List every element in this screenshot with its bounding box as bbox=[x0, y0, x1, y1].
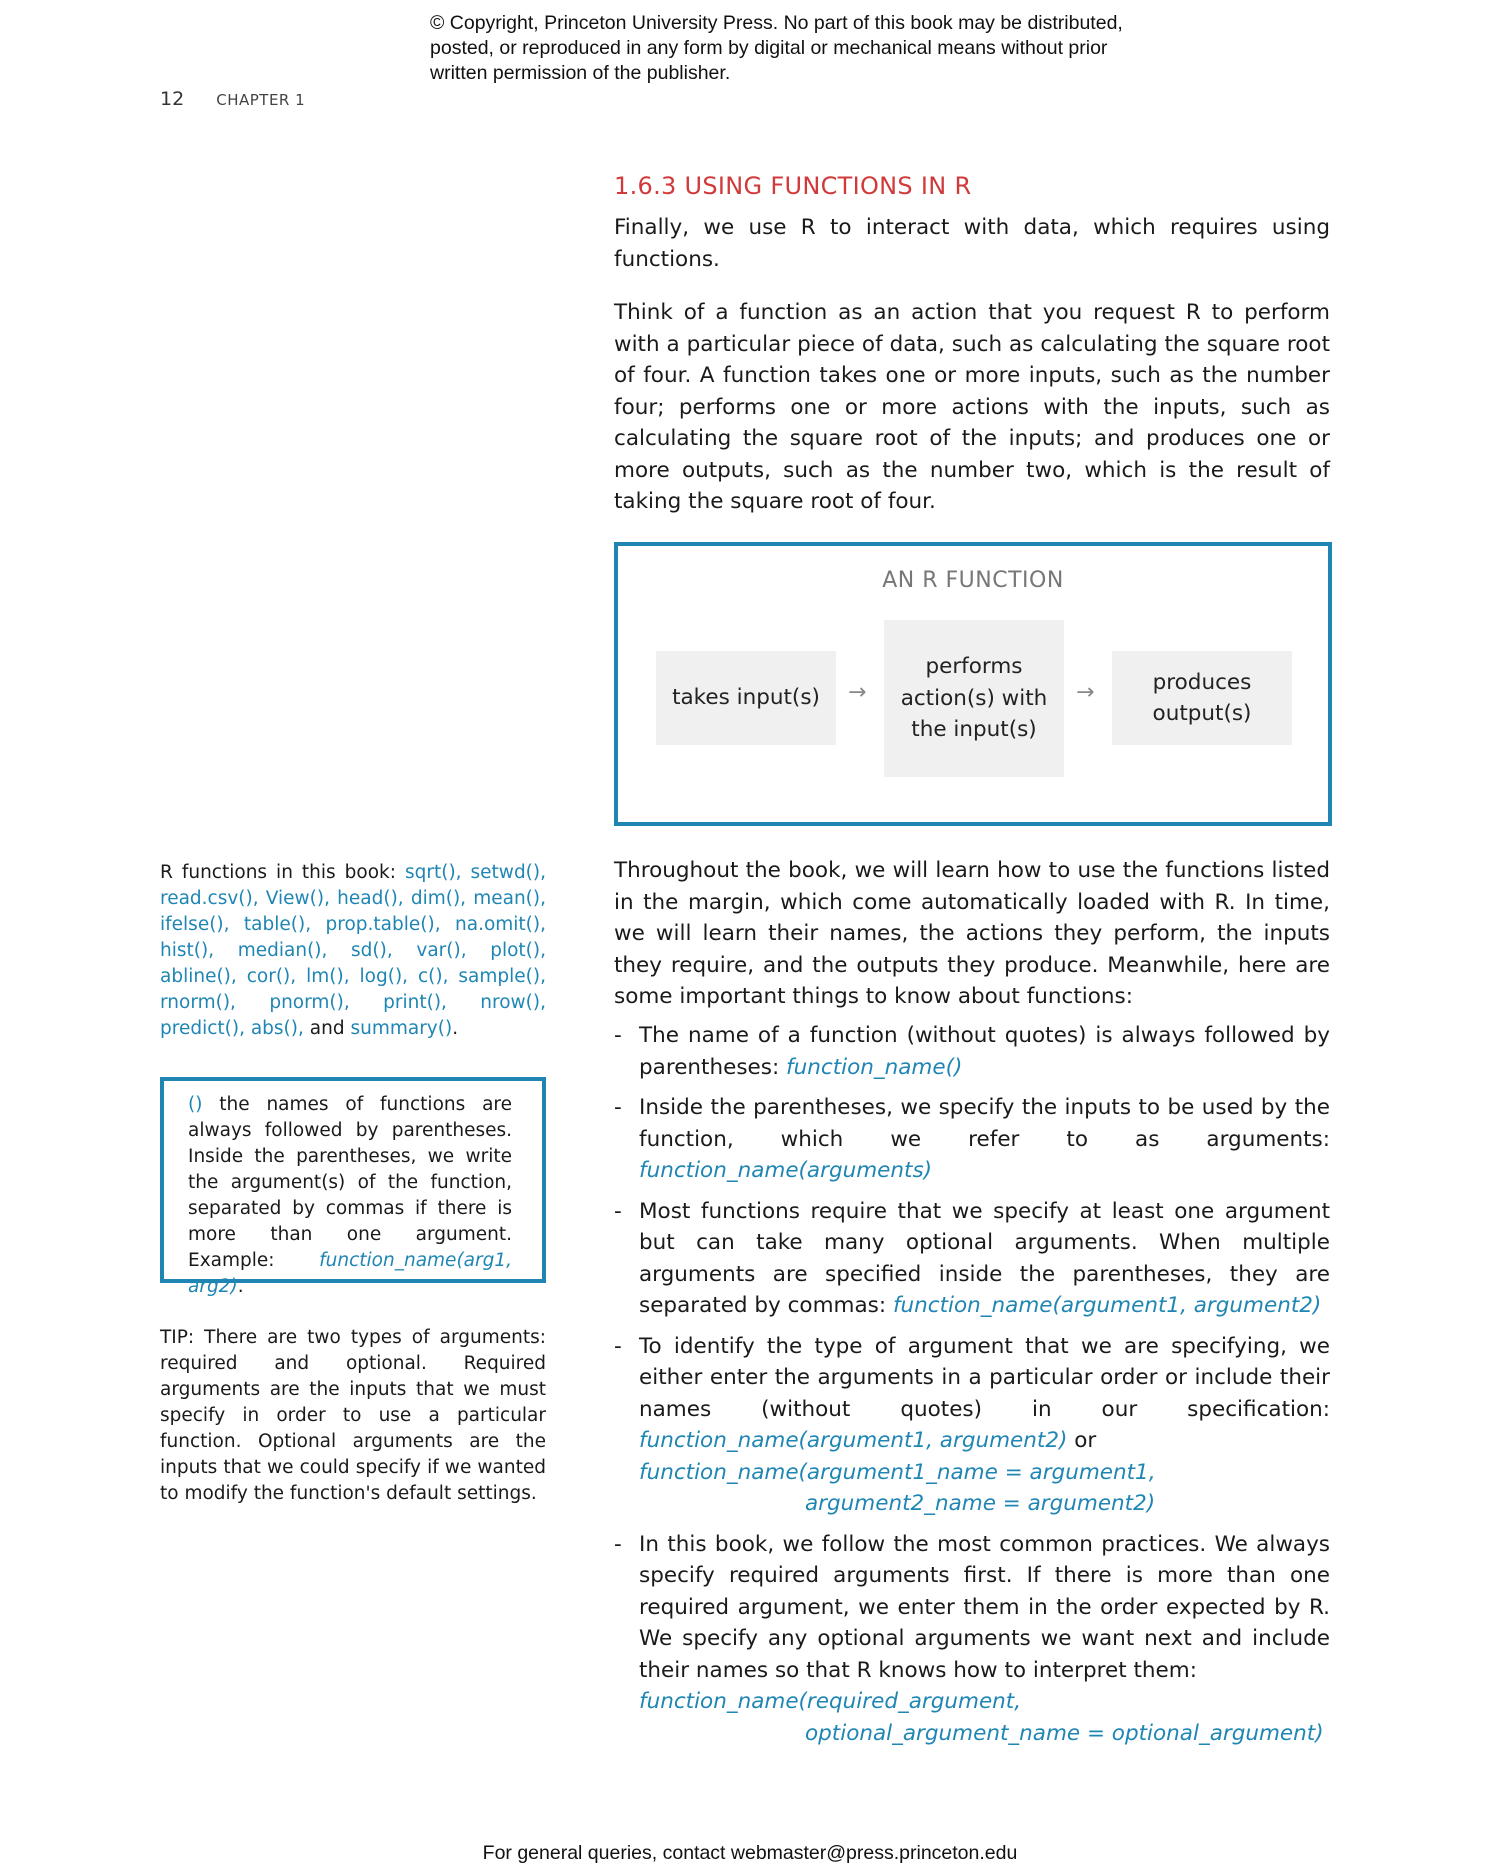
bullet-dash: - bbox=[614, 1095, 622, 1120]
definition-body: the names of functions are always followed by parentheses. Inside the parentheses, we write the argument(s) of the function, separated by commas if there is more than one argument. Example: bbox=[188, 1094, 512, 1271]
bullet-text: Inside the parentheses, we specify the inputs to be used by the function, which we refer to as arguments: bbox=[639, 1095, 1330, 1152]
function-rules-list bbox=[614, 1020, 1330, 1758]
function-definition-paragraph: Think of a function as an action that you request R to perform with a particular piece of data, such as calculating the square root of four. A function takes one or more inputs, such as the number four; performs one or more actions with the inputs, such as calculating the square root of the inputs; and produces one or more outputs, such as the number two, which is the result of taking the square root of four. bbox=[614, 300, 1330, 514]
copyright-notice: © Copyright, Princeton University Press. No part of this book may be distributed, posted, or reproduced in any form by digital or mechanical means without prior written permission of the publisher. bbox=[430, 12, 1123, 84]
list-item bbox=[614, 1092, 1330, 1187]
bullet-dash: - bbox=[614, 1198, 622, 1224]
figure-box-action: performs action(s) with the input(s) bbox=[884, 620, 1064, 777]
list-item bbox=[614, 1196, 1330, 1322]
throughout-paragraph: Throughout the book, we will learn how to use the functions listed in the margin, which come automatically loaded with R. In time, we will learn their names, the actions they perform, the inputs they require, and the outputs they produce. Meanwhile, here are some important things to know about functions: bbox=[614, 858, 1330, 1009]
code-example-named-line1: function_name(argument1_name = argument1, bbox=[639, 1459, 1156, 1485]
parentheses-symbol: () bbox=[188, 1094, 203, 1115]
definition-example: function_name(arg1, arg2) bbox=[188, 1250, 512, 1297]
section-title: 1.6.3 USING FUNCTIONS IN R bbox=[614, 172, 972, 200]
bullet-text: The name of a function (without quotes) is always followed by parentheses: bbox=[639, 1023, 1330, 1080]
functions-last: summary() bbox=[350, 1018, 453, 1039]
list-item bbox=[614, 1529, 1330, 1750]
r-function-figure bbox=[614, 542, 1332, 826]
margin-tip: TIP: There are two types of arguments: required and optional. Required arguments are the inputs that we must specify in order to use a particular function. Optional arguments are the inputs that we could specify if we wanted to modify the function's default settings. bbox=[160, 1327, 546, 1504]
arrow-right-icon: → bbox=[848, 680, 867, 705]
code-example-line2: optional_argument_name = optional_argument) bbox=[805, 1720, 1324, 1746]
list-item bbox=[614, 1331, 1330, 1520]
arrow-right-icon: → bbox=[1076, 680, 1095, 705]
running-head bbox=[160, 88, 305, 110]
figure-box-output: produces output(s) bbox=[1112, 651, 1292, 745]
definition-end: . bbox=[237, 1276, 244, 1297]
list-item bbox=[614, 1020, 1330, 1083]
bullet-text: Most functions require that we specify at least one argument but can take many optional arguments. When multiple arguments are specified inside the parentheses, they are separated by commas: bbox=[639, 1198, 1330, 1318]
connector-text: or bbox=[1067, 1428, 1097, 1453]
margin-definition-box bbox=[160, 1077, 546, 1297]
functions-names: sqrt(), setwd(), read.csv(), View(), head(), dim(), mean(), ifelse(), table(), prop.table(), na.omit(), hist(), median(), sd(), var(), plot(), abline(), cor(), lm(), log(), c(), sample(), rnorm(), pnorm(), print(), nrow(), predict(), abs(), bbox=[160, 862, 546, 1039]
code-example: function_name() bbox=[786, 1054, 963, 1080]
code-example: function_name(argument1, argument2) bbox=[639, 1428, 1068, 1453]
bullet-dash: - bbox=[614, 1333, 622, 1359]
functions-label: R functions in this book: bbox=[160, 862, 405, 883]
functions-and: and bbox=[303, 1018, 351, 1039]
chapter-label: CHAPTER 1 bbox=[216, 91, 306, 109]
code-example: function_name(arguments) bbox=[639, 1158, 933, 1183]
code-example-line1: function_name(required_argument, bbox=[639, 1689, 1022, 1714]
page-number: 12 bbox=[160, 88, 185, 110]
figure-box-input: takes input(s) bbox=[656, 651, 836, 745]
bullet-dash: - bbox=[614, 1531, 622, 1557]
code-example-named-line2: argument2_name = argument2) bbox=[805, 1491, 1156, 1516]
margin-functions-list bbox=[160, 860, 546, 1042]
definition-text bbox=[188, 1092, 512, 1300]
footer-contact: For general queries, contact webmaster@press.princeton.edu bbox=[482, 1842, 1018, 1864]
functions-end: . bbox=[452, 1018, 459, 1039]
intro-paragraph: Finally, we use R to interact with data, which requires using functions. bbox=[614, 215, 1330, 272]
bullet-text: To identify the type of argument that we are specifying, we either enter the arguments in a particular order or include their names (without quotes) in our specification: bbox=[639, 1333, 1330, 1422]
figure-title: AN R FUNCTION bbox=[882, 568, 1064, 593]
bullet-dash: - bbox=[614, 1023, 622, 1048]
code-example: function_name(argument1, argument2) bbox=[892, 1293, 1322, 1318]
bullet-text: In this book, we follow the most common practices. We always specify required arguments first. If there is more than one required argument, we enter them in the order expected by R. We specify any optional arguments we want next and include their names so that R knows how to interpret them: bbox=[639, 1531, 1330, 1683]
